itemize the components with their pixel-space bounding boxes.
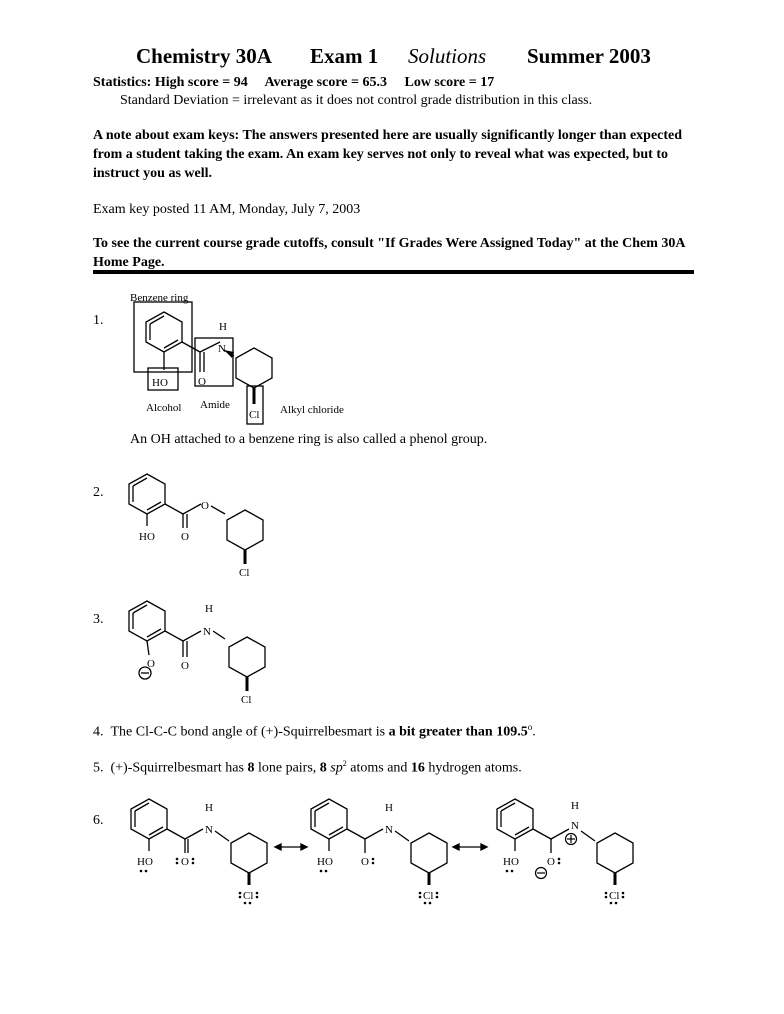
svg-text:Cl: Cl [423, 890, 434, 902]
statistics-line [93, 75, 508, 91]
amide-label: Amide [200, 399, 230, 411]
q3-structure [125, 595, 285, 710]
svg-text:Cl: Cl [241, 694, 252, 706]
svg-text:Cl: Cl [239, 567, 250, 579]
svg-text:O: O [181, 660, 189, 672]
q5: 5. (+)-Squirrelbesmart has 8 lone pairs, 8 $sp^2$ atoms and 16 hydrogen atoms. [93, 759, 522, 776]
q1-n: N [218, 343, 226, 355]
svg-text:H: H [571, 800, 579, 812]
svg-text:O: O [547, 856, 555, 868]
svg-text:N: N [571, 820, 579, 832]
svg-text:N: N [205, 824, 213, 836]
svg-text:N: N [203, 626, 211, 638]
svg-text:H: H [385, 802, 393, 814]
alkyl-chloride-label: Alkyl chloride [280, 404, 344, 416]
svg-text:O: O [181, 531, 189, 543]
standard-deviation: Standard Deviation = irrelevant as it does not control grade distribution in this class. [120, 93, 593, 108]
q1-structure [120, 290, 380, 430]
svg-text:HO: HO [139, 531, 155, 543]
q3-number: 3. [93, 612, 104, 627]
average-score: Average score = 65.3 [264, 75, 387, 90]
q1-caption: An OH attached to a benzene ring is also called a phenol group. [130, 432, 488, 447]
svg-text:O: O [147, 658, 155, 670]
solutions-label: Solutions [408, 44, 487, 68]
svg-text:HO: HO [317, 856, 333, 868]
svg-text:Cl: Cl [609, 890, 620, 902]
q1-cl: Cl [249, 409, 260, 421]
divider [93, 270, 694, 274]
exam-number: Exam 1 [310, 44, 379, 68]
q2-number: 2. [93, 485, 104, 500]
q6-resonance-structures [125, 795, 645, 915]
q6-number: 6. [93, 813, 104, 828]
svg-text:HO: HO [137, 856, 153, 868]
svg-text:N: N [385, 824, 393, 836]
low-score: Low score = 17 [404, 75, 495, 90]
exam-key-note: A note about exam keys: The answers presented here are usually significantly longer than expected from a student taking the exam. An exam key serves not only to reveal what was expected, but to instruct you as well. [93, 128, 683, 181]
benzene-label: Benzene ring [130, 292, 189, 304]
svg-text:O: O [201, 500, 209, 512]
grade-cutoff-note: To see the current course grade cutoffs, consult "If Grades Were Assigned Today" at the Chem 30A Home Page. [93, 236, 685, 270]
svg-text:O: O [361, 856, 369, 868]
cyclohexane-ring [236, 348, 272, 388]
q1-number: 1. [93, 313, 104, 328]
exam-title [0, 44, 784, 74]
q1-ho: HO [152, 377, 168, 389]
q2-structure [125, 470, 285, 580]
svg-text:HO: HO [503, 856, 519, 868]
svg-text:Cl: Cl [243, 890, 254, 902]
svg-text:H: H [205, 802, 213, 814]
q1-o: O [198, 376, 206, 388]
high-score: Statistics: High score = 94 [93, 75, 248, 90]
q4-answer: a bit greater than 109.5 [388, 724, 528, 740]
benzene-ring [146, 312, 182, 352]
q1-h: H [219, 321, 227, 333]
alcohol-label: Alcohol [146, 402, 182, 414]
term: Summer 2003 [527, 44, 651, 68]
course-name: Chemistry 30A [136, 44, 272, 68]
q4: 4. The Cl-C-C bond angle of (+)-Squirrelbesmart is a bit greater than 109.5$^o$. [93, 722, 536, 740]
svg-text:H: H [205, 603, 213, 615]
svg-text:O: O [181, 856, 189, 868]
posted-date: Exam key posted 11 AM, Monday, July 7, 2003 [93, 202, 361, 217]
